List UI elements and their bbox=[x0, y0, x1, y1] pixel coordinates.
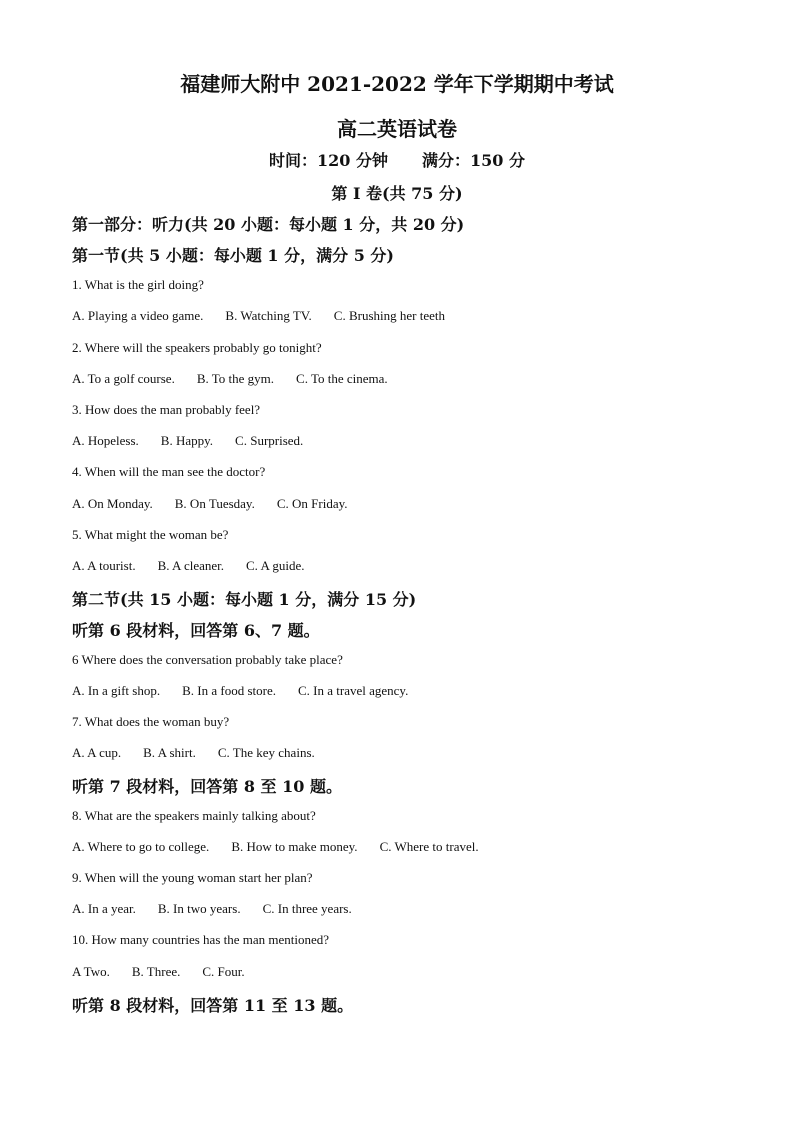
option-a: A. In a year. bbox=[72, 901, 136, 916]
option-c: C. A guide. bbox=[246, 558, 305, 573]
question-6: 6 Where does the conversation probably take place? bbox=[72, 652, 343, 667]
option-c: C. Surprised. bbox=[235, 433, 304, 448]
question-5-options bbox=[72, 558, 305, 574]
option-c: C. On Friday. bbox=[276, 496, 348, 511]
option-b: B. Happy. bbox=[160, 433, 214, 448]
question-9-options bbox=[72, 901, 352, 917]
question-7: 7. What does the woman buy? bbox=[72, 714, 230, 729]
option-a: A. On Monday. bbox=[72, 496, 153, 511]
option-b: B. In a food store. bbox=[182, 683, 276, 698]
option-c: C. Four. bbox=[202, 964, 245, 979]
question-8-options bbox=[72, 839, 479, 855]
question-2: 2. Where will the speakers probably go tonight? bbox=[72, 340, 322, 355]
question-8: 8. What are the speakers mainly talking about? bbox=[72, 808, 316, 823]
exam-time-score bbox=[0, 148, 794, 171]
question-10-options bbox=[72, 964, 245, 980]
option-b: B. To the gym. bbox=[196, 371, 275, 386]
question-5: 5. What might the woman be? bbox=[72, 527, 229, 542]
option-a: A. Hopeless. bbox=[72, 433, 139, 448]
option-b: B. On Tuesday. bbox=[174, 496, 255, 511]
question-2-options bbox=[72, 371, 388, 387]
question-4-options bbox=[72, 496, 348, 512]
option-a: A. A cup. bbox=[72, 745, 122, 760]
option-b: B. Watching TV. bbox=[225, 308, 312, 323]
question-6-options bbox=[72, 683, 408, 699]
question-1-options bbox=[72, 308, 445, 324]
option-a: A Two. bbox=[72, 964, 110, 979]
option-b: B. How to make money. bbox=[231, 839, 358, 854]
question-10: 10. How many countries has the man mentioned? bbox=[72, 932, 330, 947]
exam-time: 时间：120 分钟 bbox=[269, 151, 388, 170]
option-c: C. Brushing her teeth bbox=[333, 308, 445, 323]
material-6-heading: 听第 6 段材料，回答第 6、7 题。 bbox=[72, 621, 320, 640]
material-7-heading: 听第 7 段材料，回答第 8 至 10 题。 bbox=[72, 777, 342, 796]
exam-title: 福建师大附中 2021-2022 学年下学期期中考试 bbox=[180, 72, 614, 96]
option-a: A. A tourist. bbox=[72, 558, 136, 573]
question-3-options bbox=[72, 433, 303, 449]
question-4: 4. When will the man see the doctor? bbox=[72, 464, 266, 479]
part1-heading: 第一部分：听力(共 20 小题：每小题 1 分，共 20 分) bbox=[72, 215, 465, 234]
option-b: B. In two years. bbox=[157, 901, 241, 916]
question-7-options bbox=[72, 745, 315, 761]
option-b: B. A shirt. bbox=[143, 745, 196, 760]
option-c: C. In three years. bbox=[262, 901, 352, 916]
section2-heading: 第二节(共 15 小题：每小题 1 分，满分 15 分) bbox=[72, 590, 417, 609]
exam-volume: 第 I 卷(共 75 分) bbox=[331, 184, 463, 203]
option-a: A. In a gift shop. bbox=[72, 683, 161, 698]
question-9: 9. When will the young woman start her plan? bbox=[72, 870, 313, 885]
section1-heading: 第一节(共 5 小题：每小题 1 分，满分 5 分) bbox=[72, 246, 394, 265]
option-c: C. In a travel agency. bbox=[297, 683, 409, 698]
question-3: 3. How does the man probably feel? bbox=[72, 402, 261, 417]
option-c: C. The key chains. bbox=[217, 745, 315, 760]
option-b: B. A cleaner. bbox=[157, 558, 225, 573]
exam-subtitle: 高二英语试卷 bbox=[337, 117, 457, 141]
option-a: A. Where to go to college. bbox=[72, 839, 210, 854]
option-c: C. Where to travel. bbox=[379, 839, 479, 854]
option-a: A. To a golf course. bbox=[72, 371, 175, 386]
exam-score: 满分：150 分 bbox=[422, 151, 525, 170]
material-8-heading: 听第 8 段材料，回答第 11 至 13 题。 bbox=[72, 996, 354, 1015]
question-1: 1. What is the girl doing? bbox=[72, 277, 204, 292]
option-a: A. Playing a video game. bbox=[72, 308, 204, 323]
option-c: C. To the cinema. bbox=[296, 371, 388, 386]
option-b: B. Three. bbox=[131, 964, 181, 979]
